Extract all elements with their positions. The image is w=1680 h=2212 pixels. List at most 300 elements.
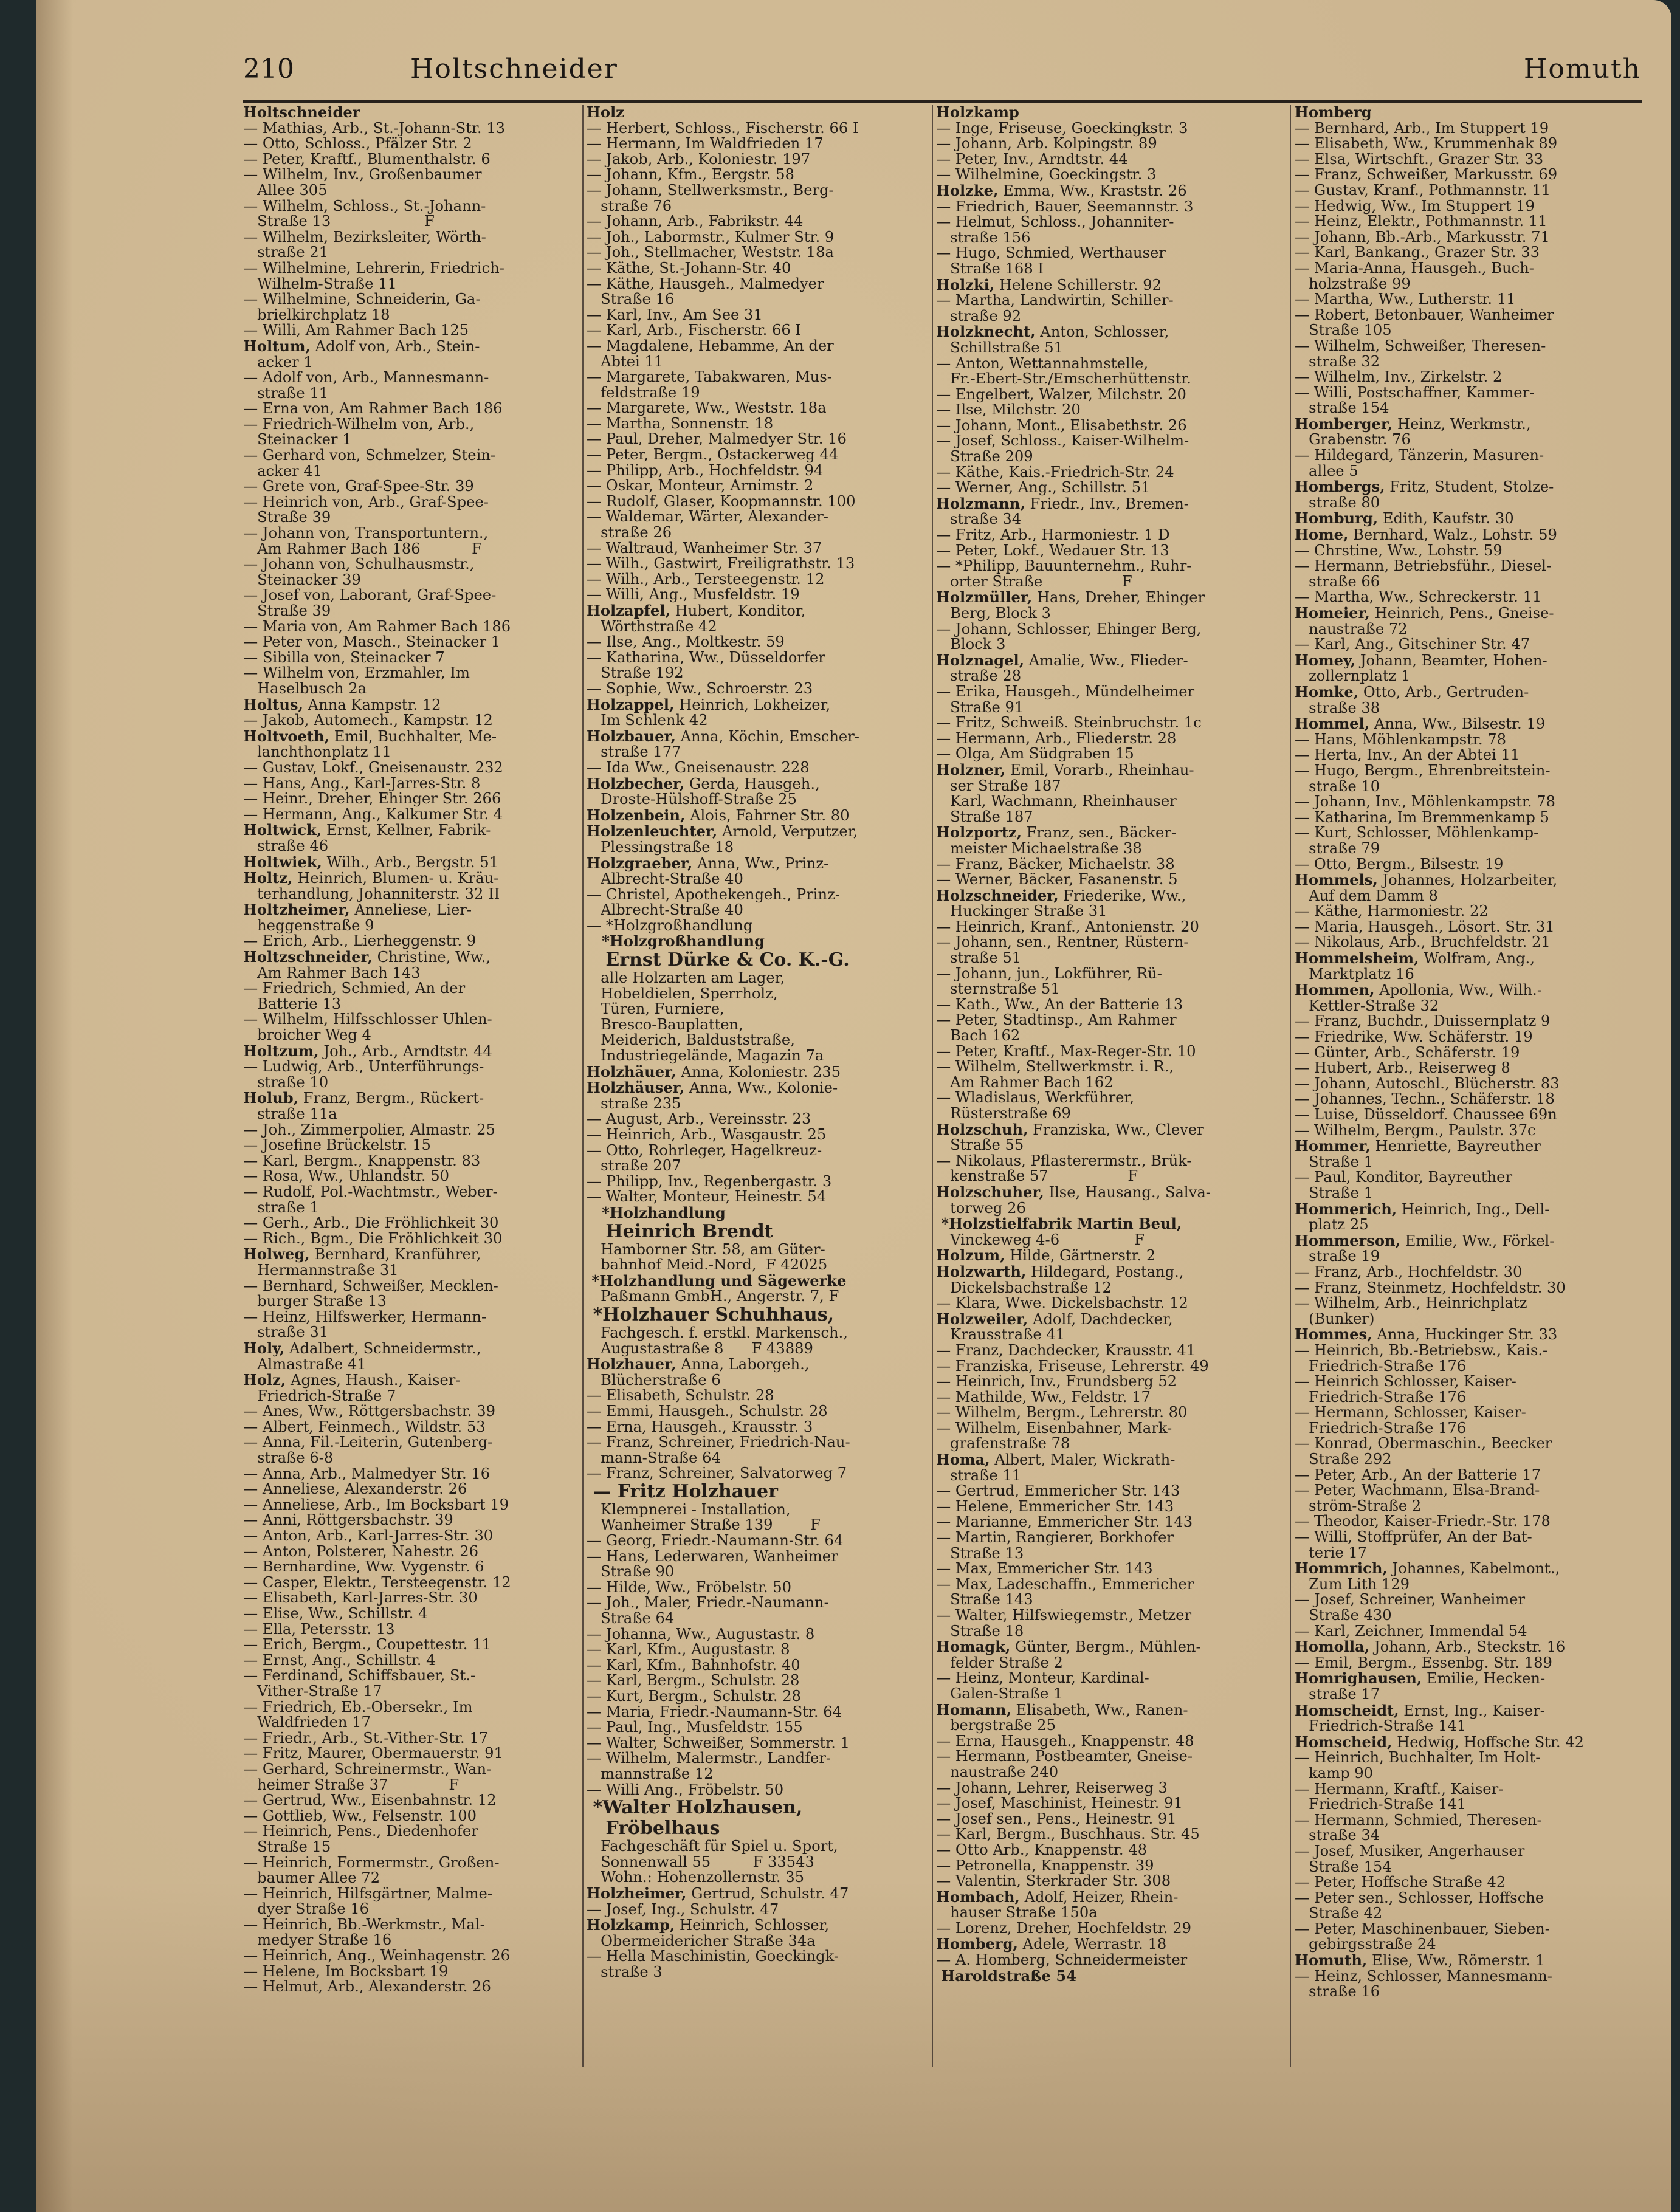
directory-entry-line: — Fritz Holzhauer <box>587 1480 778 1502</box>
directory-entry-line: Holzki, Helene Schillerstr. 92 <box>936 275 1162 294</box>
directory-entry-line: straße 34 <box>1295 1827 1380 1844</box>
directory-entry-line: Blücherstraße 6 <box>587 1371 721 1389</box>
directory-entry-line: Holzbauer, Anna, Köchin, Emscher- <box>587 727 859 745</box>
directory-entry-line: Homscheid, Hedwig, Hoffsche Str. 42 <box>1295 1733 1585 1751</box>
directory-entry-line: — Philipp, Arb., Hochfeldstr. 94 <box>587 461 824 479</box>
directory-entry-line: — Josef, Schloss., Kaiser-Wilhelm- <box>936 432 1189 450</box>
directory-entry-line: straße 26 <box>587 524 672 541</box>
directory-entry-line: dyer Straße 16 <box>243 1900 369 1918</box>
directory-entry-line: zollernplatz 1 <box>1295 667 1411 685</box>
directory-entry-line: Kettler-Straße 32 <box>1295 997 1439 1014</box>
directory-entry-line: Hommrich, Johannes, Kabelmont., <box>1295 1559 1560 1578</box>
directory-entry-line: Straße 1 <box>1295 1153 1373 1170</box>
directory-entry-line: straße 51 <box>936 949 1022 967</box>
directory-entry-line: — Josef, Maschinist, Heinestr. 91 <box>936 1795 1183 1812</box>
directory-entry-line: — Klara, Wwe. Dickelsbachstr. 12 <box>936 1294 1188 1312</box>
directory-entry-line: Holtzheimer, Anneliese, Lier- <box>243 901 472 919</box>
directory-entry-line: — Friedrich-Wilhelm von, Arb., <box>243 415 475 433</box>
directory-entry-line: Almastraße 41 <box>243 1355 367 1373</box>
directory-entry-line: — Nikolaus, Pflasterermstr., Brük- <box>936 1152 1192 1169</box>
directory-entry-line: — Chrstine, Ww., Lohstr. 59 <box>1295 541 1503 559</box>
directory-entry-line: Holtzschneider, Christine, Ww., <box>243 948 491 966</box>
directory-entry-line: meister Michaelstraße 38 <box>936 839 1142 857</box>
directory-entry-line: acker 1 <box>243 353 313 371</box>
directory-entry-line: Steinacker 39 <box>243 571 361 588</box>
directory-entry-line: — Kurt, Schlosser, Möhlenkamp- <box>1295 824 1539 842</box>
directory-entry-line: — Maria von, Am Rahmer Bach 186 <box>243 617 511 635</box>
directory-entry-line: Holtus, Anna Kampstr. 12 <box>243 695 441 713</box>
directory-entry-line: Straße 64 <box>587 1610 675 1627</box>
directory-entry-line: — Erna, Hausgeh., Krausstr. 3 <box>587 1418 813 1435</box>
directory-entry-line: orter Straße F <box>936 572 1132 590</box>
directory-entry-line: Straße 192 <box>587 664 684 682</box>
directory-entry-line: holzstraße 99 <box>1295 275 1411 292</box>
directory-entry-line: — Peter, Stadtinsp., Am Rahmer <box>936 1011 1177 1029</box>
directory-entry-line: — Johann, Arb., Fabrikstr. 44 <box>587 213 804 230</box>
directory-entry-line: — Oskar, Monteur, Arnimstr. 2 <box>587 477 814 495</box>
directory-entry-line: — Heinrich, Bb.-Betriebsw., Kais.- <box>1295 1341 1548 1359</box>
directory-entry-line: Obermeidericher Straße 34a <box>587 1932 816 1949</box>
directory-entry-line: *Holzgroßhandlung <box>587 932 765 950</box>
directory-entry-line: — August, Arb., Vereinsstr. 23 <box>587 1110 811 1128</box>
directory-entry-line: — Wilhelm, Inv., Großenbaumer <box>243 166 482 184</box>
left-running-head: Holtschneider <box>410 53 618 84</box>
directory-entry-line: — Anes, Ww., Röttgersbachstr. 39 <box>243 1403 495 1420</box>
directory-entry-line: Homrighausen, Emilie, Hecken- <box>1295 1669 1546 1688</box>
directory-entry-line: — Grete von, Graf-Spee-Str. 39 <box>243 478 474 495</box>
directory-entry-line: — Emil, Bergm., Essenbg. Str. 189 <box>1295 1654 1552 1671</box>
directory-entry-line: — Karl, Bergm., Knappenstr. 83 <box>243 1152 481 1169</box>
directory-entry-line: — Heinz, Monteur, Kardinal- <box>936 1669 1149 1687</box>
directory-entry-line: heimer Straße 37 F <box>243 1776 460 1793</box>
directory-entry-line: — Käthe, Hausgeh., Malmedyer <box>587 275 824 292</box>
directory-entry-line: Steinacker 1 <box>243 431 352 448</box>
directory-entry-line: Heinrich Brendt <box>587 1220 773 1242</box>
directory-entry-line: — Jakob, Arb., Koloniestr. 197 <box>587 150 811 168</box>
directory-entry-line: Friedrich-Straße 176 <box>1295 1419 1467 1437</box>
directory-entry-line: straße 79 <box>1295 839 1380 857</box>
directory-entry-line: Fachgeschäft für Spiel u. Sport, <box>587 1838 838 1855</box>
directory-entry-line: Straße 16 <box>587 290 675 308</box>
directory-entry-line: — Hermann, Schmied, Theresen- <box>1295 1811 1542 1829</box>
directory-entry-line: Straße 187 <box>936 808 1033 825</box>
directory-entry-line: straße 11 <box>936 1466 1022 1484</box>
directory-entry-line: — Georg, Friedr.-Naumann-Str. 64 <box>587 1532 844 1550</box>
directory-entry-line: Wörthstraße 42 <box>587 617 717 635</box>
directory-entry-line: Hommelsheim, Wolfram, Ang., <box>1295 949 1535 967</box>
directory-entry-line: ström-Straße 2 <box>1295 1497 1422 1514</box>
directory-entry-line: — Hans, Möhlenkampstr. 78 <box>1295 730 1506 748</box>
directory-entry-line: — Hermann, Arb., Fliederstr. 28 <box>936 729 1177 747</box>
directory-entry-line: — Heinrich, Bb.-Werkmstr., Mal- <box>243 1915 485 1933</box>
directory-entry-line: Batterie 13 <box>243 995 342 1012</box>
directory-entry-line: Vither-Straße 17 <box>243 1682 382 1700</box>
directory-entry-line: Homeier, Heinrich, Pens., Gneise- <box>1295 604 1554 622</box>
directory-entry-line: — Maria, Hausgeh., Lösort. Str. 31 <box>1295 918 1555 935</box>
directory-entry-line: — Willi, Postschaffner, Kammer- <box>1295 383 1535 401</box>
directory-entry-line: Holzmüller, Hans, Dreher, Ehinger <box>936 588 1205 606</box>
directory-entry-line: — Heinrich von, Arb., Graf-Spee- <box>243 493 489 510</box>
directory-entry-line: — Käthe, Kais.-Friedrich-Str. 24 <box>936 463 1174 481</box>
directory-entry-line: — Luise, Düsseldorf. Chaussee 69n <box>1295 1106 1557 1123</box>
directory-entry-line: Türen, Furniere, <box>587 1000 725 1018</box>
directory-entry-line: — Konrad, Obermaschin., Beecker <box>1295 1435 1552 1452</box>
directory-entry-line: straße 38 <box>1295 699 1380 716</box>
directory-entry-line: — Hermann, Kraftf., Kaiser- <box>1295 1780 1504 1798</box>
directory-entry-line: — Heinrich, Inv., Frundsberg 52 <box>936 1373 1177 1390</box>
directory-entry-line: — Karl, Ang., Gitschiner Str. 47 <box>1295 636 1530 653</box>
directory-entry-line: Fröbelhaus <box>587 1818 720 1839</box>
directory-entry-line: Holz, Agnes, Haush., Kaiser- <box>243 1371 461 1389</box>
directory-entry-line: Meiderich, Balduststraße, <box>587 1031 795 1049</box>
directory-entry-line: Haselbusch 2a <box>243 679 367 697</box>
directory-entry-line: — Valentin, Sterkrader Str. 308 <box>936 1872 1171 1890</box>
directory-entry-line: — Waltraud, Wanheimer Str. 37 <box>587 539 822 557</box>
directory-entry-line: Holtwiek, Wilh., Arb., Bergstr. 51 <box>243 853 499 871</box>
directory-entry-line: — Wilhelm, Schloss., St.-Johann- <box>243 197 486 215</box>
directory-entry-line: Straße 209 <box>936 448 1033 465</box>
directory-entry-line: medyer Straße 16 <box>243 1931 392 1949</box>
directory-entry-line: — Willi Ang., Fröbelstr. 50 <box>587 1781 784 1798</box>
directory-entry-line: Straße 42 <box>1295 1905 1383 1922</box>
directory-entry-line: Straße 292 <box>1295 1451 1392 1468</box>
directory-entry-line: — Peter, Inv., Arndtstr. 44 <box>936 150 1128 168</box>
directory-entry-line: — Philipp, Inv., Regenbergastr. 3 <box>587 1172 832 1190</box>
directory-entry-line: Droste-Hülshoff-Straße 25 <box>587 791 797 808</box>
directory-entry-line: naustraße 240 <box>936 1763 1059 1781</box>
directory-entry-line: — Sophie, Ww., Schroerstr. 23 <box>587 679 813 697</box>
directory-entry-line: — Kurt, Bergm., Schulstr. 28 <box>587 1688 801 1705</box>
directory-entry-line: Straße 39 <box>243 602 331 619</box>
directory-entry-line: — Joh., Stellmacher, Weststr. 18a <box>587 244 834 261</box>
directory-entry-line: straße 32 <box>1295 352 1380 370</box>
directory-entry-line: — Sibilla von, Steinacker 7 <box>243 648 445 666</box>
directory-entry-line: — Peter, Lokf., Wedauer Str. 13 <box>936 541 1169 559</box>
directory-entry-line: Bach 162 <box>936 1027 1021 1045</box>
directory-entry-line: straße 156 <box>936 228 1031 246</box>
column-3 <box>936 105 1286 2183</box>
directory-entry-line: Straße 18 <box>936 1622 1024 1640</box>
directory-entry-line: Holzapfel, Hubert, Konditor, <box>587 602 806 619</box>
directory-entry-line: — Maria, Friedr.-Naumann-Str. 64 <box>587 1703 842 1720</box>
directory-entry-line: Straße 13 F <box>243 213 435 230</box>
directory-entry-line: — *Holzgroßhandlung <box>587 916 753 934</box>
directory-entry-line: — Karl, Kfm., Augustastr. 8 <box>587 1641 790 1658</box>
directory-entry-line: — Johann von, Schulhausmstr., <box>243 555 475 573</box>
directory-entry-line: Holzheimer, Gertrud, Schulstr. 47 <box>587 1884 849 1902</box>
directory-entry-line: — Ida Ww., Gneisenaustr. 228 <box>587 758 810 776</box>
directory-entry-line: — Hans, Lederwaren, Wanheimer <box>587 1547 838 1565</box>
directory-entry-line: Holtzum, Joh., Arb., Arndtstr. 44 <box>243 1042 492 1060</box>
directory-entry-line: — Franz, Schreiner, Salvatorweg 7 <box>587 1465 847 1482</box>
directory-entry-line: straße 17 <box>1295 1685 1380 1703</box>
directory-entry-line: Holzhauer, Anna, Laborgeh., <box>587 1355 810 1373</box>
directory-entry-line: — Karl, Kfm., Bahnhofstr. 40 <box>587 1656 800 1674</box>
directory-entry-line: Hommel, Anna, Ww., Bilsestr. 19 <box>1295 715 1546 733</box>
directory-entry-line: — Wilhelmine, Lehrerin, Friedrich- <box>243 259 504 276</box>
directory-entry-line: — Karl, Bankang., Grazer Str. 33 <box>1295 244 1540 261</box>
directory-entry-line: *Walter Holzhausen, <box>587 1797 803 1819</box>
directory-entry-line: Holy, Adalbert, Schneidermstr., <box>243 1339 481 1357</box>
directory-entry-line: straße 235 <box>587 1094 681 1112</box>
column-2 <box>587 105 936 2183</box>
directory-entry-line: — Heinrich, Kranf., Antonienstr. 20 <box>936 918 1199 935</box>
directory-entry-line: — Erika, Hausgeh., Mündelheimer <box>936 682 1195 700</box>
column-divider <box>1290 105 1291 2067</box>
directory-entry-line: Wilhelm-Straße 11 <box>243 275 397 292</box>
directory-entry-line: — Peter, Maschinenbauer, Sieben- <box>1295 1920 1550 1937</box>
directory-entry-line: — Friedrich, Eb.-Obersekr., Im <box>243 1698 473 1716</box>
directory-entry-line: Straße 39 <box>243 509 331 526</box>
directory-entry-line: — Hans, Ang., Karl-Jarres-Str. 8 <box>243 774 481 792</box>
directory-entry-line: Hommerich, Heinrich, Ing., Dell- <box>1295 1200 1550 1218</box>
directory-entry-line: — Christel, Apothekengeh., Prinz- <box>587 885 840 903</box>
directory-entry-line: — Friedr., Arb., St.-Vither-Str. 17 <box>243 1729 489 1747</box>
directory-entry-line: — Maria-Anna, Hausgeh., Buch- <box>1295 259 1534 276</box>
directory-entry-line: — Paul, Konditor, Bayreuther <box>1295 1169 1513 1186</box>
directory-entry-line: platz 25 <box>1295 1216 1369 1234</box>
directory-entry-line: — Johann, Bb.-Arb., Markusstr. 71 <box>1295 228 1550 246</box>
directory-entry-line: — Karl, Arb., Fischerstr. 66 I <box>587 321 801 339</box>
directory-entry-line: — Max, Emmericher Str. 143 <box>936 1560 1153 1578</box>
directory-entry-line: Klempnerei - Installation, <box>587 1500 791 1518</box>
directory-entry-line: straße 28 <box>936 667 1022 685</box>
directory-entry-line: — Friedrich, Bauer, Seemannstr. 3 <box>936 197 1194 215</box>
directory-entry-line: Bresco-Bauplatten, <box>587 1015 743 1033</box>
directory-entry-line: Hommen, Apollonia, Ww., Wilh.- <box>1295 981 1543 999</box>
directory-entry-line: — Josef, Musiker, Angerhauser <box>1295 1842 1525 1860</box>
directory-entry-line: — A. Homberg, Schneidermeister <box>936 1951 1188 1969</box>
directory-entry-line: Plessingstraße 18 <box>587 838 734 856</box>
directory-entry-line: — Martha, Landwirtin, Schiller- <box>936 292 1174 309</box>
directory-entry-line: — Franz, Steinmetz, Hochfeldstr. 30 <box>1295 1279 1566 1296</box>
directory-entry-line: — Willi, Stoffprüfer, An der Bat- <box>1295 1528 1532 1546</box>
directory-entry-line: — Martha, Ww., Lutherstr. 11 <box>1295 290 1516 308</box>
directory-entry-line: Holzhäuer, Anna, Koloniestr. 235 <box>587 1062 841 1080</box>
directory-entry-line: — Gerhard, Schreinermstr., Wan- <box>243 1760 492 1777</box>
directory-entry-line: Hamborner Str. 58, am Güter- <box>587 1240 825 1258</box>
directory-entry-line: Holtschneider <box>243 105 360 121</box>
directory-entry-line: Haroldstraße 54 <box>936 1966 1076 1985</box>
directory-entry-line: bergstraße 25 <box>936 1717 1056 1734</box>
directory-entry-line: — Gerh., Arb., Die Fröhlichkeit 30 <box>243 1214 499 1232</box>
directory-entry-line: — Franz, Dachdecker, Krausstr. 41 <box>936 1341 1196 1359</box>
directory-entry-line: — Marianne, Emmericher Str. 143 <box>936 1513 1193 1531</box>
directory-entry-line: Huckinger Straße 31 <box>936 902 1107 920</box>
directory-entry-line: — Ella, Petersstr. 13 <box>243 1620 395 1638</box>
directory-entry-line: — Bernhardine, Ww. Vygenstr. 6 <box>243 1558 484 1576</box>
directory-entry-line: — Wilhelm, Bezirksleiter, Wörth- <box>243 228 486 246</box>
directory-entry-line: naustraße 72 <box>1295 620 1408 637</box>
directory-entry-line: — Fritz, Maurer, Obermauerstr. 91 <box>243 1745 503 1762</box>
directory-entry-line: Holz <box>587 105 624 121</box>
directory-entry-line: — Hildegard, Tänzerin, Masuren- <box>1295 447 1544 464</box>
directory-entry-line: — Anton, Polsterer, Nahestr. 26 <box>243 1542 479 1560</box>
directory-entry-line: straße 46 <box>243 837 329 854</box>
directory-entry-line: acker 41 <box>243 462 323 479</box>
directory-entry-line: — Wilh., Arb., Tersteegenstr. 12 <box>587 570 825 588</box>
directory-entry-line: mann-Straße 64 <box>587 1449 721 1466</box>
directory-entry-line: — Hedwig, Ww., Im Stuppert 19 <box>1295 197 1535 215</box>
directory-entry-line: Holzhäuser, Anna, Ww., Kolonie- <box>587 1079 838 1097</box>
directory-entry-line: — Gottlieb, Ww., Felsenstr. 100 <box>243 1807 477 1824</box>
directory-entry-line: — Johann von, Transportuntern., <box>243 524 489 542</box>
directory-entry-line: straße 177 <box>587 743 681 761</box>
directory-entry-line: Straße 154 <box>1295 1858 1392 1875</box>
directory-entry-line: Straße 55 <box>936 1136 1024 1154</box>
directory-entry-line: — Inge, Friseuse, Goeckingkstr. 3 <box>936 119 1188 137</box>
directory-entry-line: Hommels, Johannes, Holzarbeiter, <box>1295 871 1558 889</box>
directory-entry-line: straße 16 <box>1295 1983 1380 2001</box>
directory-entry-line: Friedrich-Straße 141 <box>1295 1796 1467 1813</box>
directory-entry-line: straße 80 <box>1295 493 1380 511</box>
column-4 <box>1295 105 1644 2183</box>
directory-entry-line: Holzkamp, Heinrich, Schlosser, <box>587 1916 830 1934</box>
column-1 <box>243 105 593 2183</box>
directory-entry-line: Homberg, Adele, Werrastr. 18 <box>936 1935 1167 1953</box>
directory-entry-line: — Willi, Ang., Musfeldstr. 19 <box>587 586 800 603</box>
directory-entry-line: — Rosa, Ww., Uhlandstr. 50 <box>243 1167 449 1185</box>
directory-entry-line: — Josefine Brückelstr. 15 <box>243 1136 431 1154</box>
directory-entry-line: — Johann, Arb. Kolpingstr. 89 <box>936 135 1157 153</box>
directory-entry-line: — Johann, Mont., Elisabethstr. 26 <box>936 416 1187 434</box>
directory-entry-line: — Elisabeth, Schulstr. 28 <box>587 1387 774 1404</box>
directory-entry-line: Holzbecher, Gerda, Hausgeh., <box>587 774 820 792</box>
directory-entry-line: straße 31 <box>243 1324 329 1341</box>
directory-entry-line: — Johann, Kfm., Eergstr. 58 <box>587 166 794 184</box>
directory-entry-line: Karl, Wachmann, Rheinhauser <box>936 792 1177 810</box>
directory-entry-line: — Ludwig, Arb., Unterführungs- <box>243 1058 484 1076</box>
directory-entry-line: *Holzhauer Schuhhaus, <box>587 1304 835 1325</box>
directory-entry-line: — Heinz, Hilfswerker, Hermann- <box>243 1308 487 1325</box>
directory-entry-line: broicher Weg 4 <box>243 1026 371 1044</box>
directory-entry-line: — Erna von, Am Rahmer Bach 186 <box>243 400 503 417</box>
directory-entry-line: — Erich, Bergm., Coupettestr. 11 <box>243 1636 491 1654</box>
directory-entry-line: — Mathilde, Ww., Feldstr. 17 <box>936 1388 1151 1406</box>
directory-entry-line: — Peter, Wachmann, Elsa-Brand- <box>1295 1482 1540 1499</box>
directory-entry-line: — Nikolaus, Arb., Bruchfeldstr. 21 <box>1295 933 1551 951</box>
directory-entry-line: heggenstraße 9 <box>243 916 374 934</box>
directory-entry-line: — Heinrich Schlosser, Kaiser- <box>1295 1373 1516 1390</box>
directory-entry-line: Friedrich-Straße 7 <box>243 1387 396 1404</box>
directory-entry-line: Ernst Dürke & Co. K.-G. <box>587 949 850 971</box>
directory-entry-line: — Fritz, Arb., Harmoniestr. 1 D <box>936 526 1170 544</box>
directory-entry-line: — Erna, Hausgeh., Knappenstr. 48 <box>936 1732 1194 1750</box>
directory-entry-line: — Herta, Inv., An der Abtei 11 <box>1295 746 1520 764</box>
directory-entry-line: — Mathias, Arb., St.-Johann-Str. 13 <box>243 119 505 137</box>
directory-entry-line: — Käthe, Harmoniestr. 22 <box>1295 902 1489 920</box>
directory-entry-line: Homagk, Günter, Bergm., Mühlen- <box>936 1638 1201 1656</box>
directory-entry-line: Holzschuh, Franziska, Ww., Clever <box>936 1120 1204 1138</box>
directory-entry-line: Holzappel, Heinrich, Lokheizer, <box>587 695 831 713</box>
directory-entry-line: Holweg, Bernhard, Kranführer, <box>243 1245 481 1263</box>
directory-entry-line: Holzenbein, Alois, Fahrner Str. 80 <box>587 806 850 824</box>
directory-entry-line: Homann, Elisabeth, Ww., Ranen- <box>936 1700 1188 1719</box>
directory-entry-line: Home, Bernhard, Walz., Lohstr. 59 <box>1295 526 1557 544</box>
directory-entry-line: Industriegelände, Magazin 7a <box>587 1047 824 1065</box>
directory-entry-line: ser Straße 187 <box>936 777 1061 794</box>
directory-entry-line: — Walter, Schweißer, Sommerstr. 1 <box>587 1734 850 1751</box>
directory-entry-line: Albrecht-Straße 40 <box>587 870 743 888</box>
directory-entry-line: Straße 105 <box>1295 321 1392 339</box>
directory-entry-line: Homscheidt, Ernst, Ing., Kaiser- <box>1295 1701 1545 1719</box>
directory-entry-line: Holzknecht, Anton, Schlosser, <box>936 323 1169 341</box>
directory-entry-line: Homburg, Edith, Kaufstr. 30 <box>1295 509 1514 527</box>
directory-entry-line: Holtwick, Ernst, Kellner, Fabrik- <box>243 821 491 839</box>
directory-entry-line: Holzschneider, Friederike, Ww., <box>936 886 1186 904</box>
directory-entry-line: Straße 13 <box>936 1544 1024 1562</box>
directory-entry-line: — Robert, Betonbauer, Wanheimer <box>1295 306 1554 323</box>
directory-entry-line: — Martha, Sonnenstr. 18 <box>587 414 774 432</box>
directory-entry-line: Homa, Albert, Maler, Wickrath- <box>936 1451 1176 1469</box>
directory-entry-line: — Elisabeth, Ww., Krummenhak 89 <box>1295 135 1558 153</box>
directory-entry-line: — Wilhelm, Eisenbahner, Mark- <box>936 1419 1172 1437</box>
directory-entry-line: — Joh., Maler, Friedr.-Naumann- <box>587 1594 829 1612</box>
directory-entry-line: feldstraße 19 <box>587 383 700 401</box>
directory-entry-line: Hommer, Henriette, Bayreuther <box>1295 1137 1541 1155</box>
directory-entry-line: — Ernst, Ang., Schillstr. 4 <box>243 1651 436 1669</box>
directory-entry-line: — Heinrich, Buchhalter, Im Holt- <box>1295 1749 1541 1767</box>
directory-entry-line: Holzkamp <box>936 105 1019 121</box>
directory-entry-line: — Adolf von, Arb., Mannesmann- <box>243 369 489 386</box>
directory-entry-line: Straße 90 <box>587 1563 675 1581</box>
directory-entry-line: — Johann, Inv., Möhlenkampstr. 78 <box>1295 793 1555 811</box>
directory-entry-line: — Willi, Am Rahmer Bach 125 <box>243 321 469 339</box>
directory-entry-line: straße 92 <box>936 307 1022 325</box>
directory-entry-line: brielkirchplatz 18 <box>243 306 390 323</box>
directory-entry-line: Holzweiler, Adolf, Dachdecker, <box>936 1310 1173 1328</box>
directory-entry-line: — Wilhelmine, Goeckingstr. 3 <box>936 166 1157 184</box>
directory-entry-line: alle Holzarten am Lager, <box>587 969 785 987</box>
directory-entry-line: — Walter, Hilfswiegemstr., Metzer <box>936 1607 1192 1624</box>
directory-entry-line: felder Straße 2 <box>936 1654 1063 1671</box>
directory-entry-line: — Franz, Arb., Hochfeldstr. 30 <box>1295 1263 1523 1280</box>
directory-entry-line: — Helmut, Schloss., Johanniter- <box>936 213 1174 231</box>
directory-entry-line: Zum Lith 129 <box>1295 1575 1410 1593</box>
directory-entry-line: — Johann, Autoschl., Blücherstr. 83 <box>1295 1074 1560 1092</box>
directory-entry-line: — Hugo, Bergm., Ehrenbreitstein- <box>1295 761 1551 779</box>
directory-entry-line: — Fritz, Schweiß. Steinbruchstr. 1c <box>936 714 1202 732</box>
directory-entry-line: Schillstraße 51 <box>936 338 1064 356</box>
directory-entry-line: — Wilhelm, Malermstr., Landfer- <box>587 1750 831 1767</box>
directory-entry-line: — Peter, Arb., An der Batterie 17 <box>1295 1466 1541 1483</box>
directory-entry-line: — Johann, jun., Lokführer, Rü- <box>936 964 1162 982</box>
directory-entry-line: — Theodor, Kaiser-Friedr.-Str. 178 <box>1295 1513 1551 1530</box>
directory-entry-line: — Peter, Hoffsche Straße 42 <box>1295 1874 1506 1891</box>
directory-entry-line: — Gerhard von, Schmelzer, Stein- <box>243 447 496 464</box>
directory-entry-line: — Erich, Arb., Lierheggenstr. 9 <box>243 932 477 950</box>
directory-entry-line: Hermannstraße 31 <box>243 1261 399 1279</box>
directory-entry-line: Krausstraße 41 <box>936 1326 1065 1344</box>
directory-entry-line: — Rudolf, Glaser, Koopmannstr. 100 <box>587 492 856 510</box>
directory-entry-line: torweg 26 <box>936 1199 1026 1217</box>
directory-entry-line: Wohn.: Hohenzollernstr. 35 <box>587 1869 805 1886</box>
directory-entry-line: Holzenleuchter, Arnold, Verputzer, <box>587 822 858 840</box>
directory-entry-line: — Josef, Ing., Schulstr. 47 <box>587 1900 779 1918</box>
directory-entry-line: — Max, Ladeschaffn., Emmericher <box>936 1575 1194 1593</box>
column-divider <box>932 105 933 2067</box>
directory-entry-line: — Albert, Feinmech., Wildstr. 53 <box>243 1418 486 1435</box>
directory-entry-line: — Hubert, Arb., Reiserweg 8 <box>1295 1059 1510 1077</box>
directory-entry-line: straße 6-8 <box>243 1449 334 1467</box>
directory-entry-line: — Johann, Lehrer, Reiserweg 3 <box>936 1779 1168 1796</box>
directory-entry-line: — Franziska, Friseuse, Lehrerstr. 49 <box>936 1357 1209 1375</box>
directory-entry-line: — Elise, Ww., Schillstr. 4 <box>243 1605 428 1622</box>
directory-entry-line: — Engelbert, Walzer, Milchstr. 20 <box>936 385 1186 403</box>
directory-entry-line: straße 76 <box>587 197 672 215</box>
directory-entry-line: — Hermann, Schlosser, Kaiser- <box>1295 1404 1526 1421</box>
directory-entry-line: Albrecht-Straße 40 <box>587 901 743 919</box>
